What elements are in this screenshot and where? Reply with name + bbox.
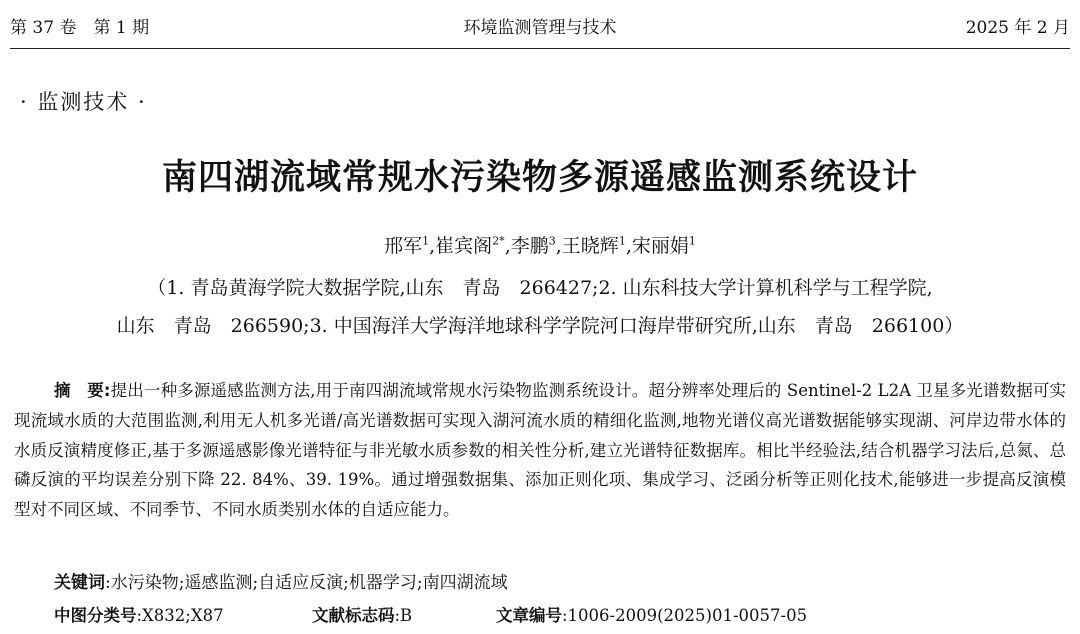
author-name: 崔宾阁 [435,235,493,257]
abstract [14,376,1066,525]
abstract-label: 摘 要: [54,381,111,400]
publication-date: 2025 年 2 月 [965,18,1070,38]
author-affiliation-mark: 1 [688,234,696,248]
article-number [496,602,807,626]
keywords [54,568,508,593]
document-code [312,602,412,626]
column-label: · 监测技术 · [20,90,147,114]
clc-value: :X832;X87 [136,606,224,625]
journal-volume-issue: 第 37 卷 第 1 期 [10,18,150,38]
document-code-value: :B [394,606,413,625]
author-name: 李鹏 [510,235,549,257]
author-affiliation-mark: 1 [422,234,430,248]
author-affiliation-mark: 1 [618,234,626,248]
author-name: 邢军 [384,235,423,257]
affiliation-line-2: 山东 青岛 266590;3. 中国海洋大学海洋地球科学学院河口海岸带研究所,山东 青岛 266100） [116,315,964,337]
keywords-text: :水污染物;遥感监测;自适应反演;机器学习;南四湖流域 [105,573,508,593]
author-affiliation-mark: 2* [492,234,505,248]
journal-name: 环境监测管理与技术 [463,18,617,38]
page-header [10,10,1070,49]
author-name: 王晓辉 [561,235,619,257]
author-affiliation-mark: 3 [548,234,556,248]
article-number-label: 文章编号 [496,606,562,625]
abstract-text: 提出一种多源遥感监测方法,用于南四湖流域常规水污染物监测系统设计。超分辨率处理后的 Sentinel-2 L2A 卫星多光谱数据可实现流域水质的大范围监测,利用无人机多光谱/高光谱数据可实现入湖河流水质的精细化监测,地物光谱仪高光谱数据能够实现湖、河岸边带水体的水质反演精度修正,基于多源遥感影像光谱特征与非光敏水质参数的相关性分析,建立光谱特征数据库。相比半经验法,结合机器学习法后,总氮、总磷反演的平均误差分别下降 22. 84%、39. 19%。通过增强数据集、添加正则化项、集成学习、泛函分析等正则化技术,能够进一步提高反演模型对不同区域、不同季节、不同水质类别水体的自适应能力。 [14,381,1066,520]
affiliation-line-1: （1. 青岛黄海学院大数据学院,山东 青岛 266427;2. 山东科技大学计算机科学与工程学院, [147,277,933,299]
clc-number [54,602,224,626]
author-name: 宋丽娟 [631,235,689,257]
article-number-value: :1006-2009(2025)01-0057-05 [562,606,808,625]
clc-label: 中图分类号 [54,606,137,625]
document-code-label: 文献标志码 [312,606,395,625]
paper-title: 南四湖流域常规水污染物多源遥感监测系统设计 [161,158,918,198]
author-list: 邢军$^1$,崔宾阁$^{2*}$,李鹏$^3$,王晓辉$^1$,宋丽娟$^1$ [384,234,696,257]
keywords-label: 关键词 [54,573,105,593]
